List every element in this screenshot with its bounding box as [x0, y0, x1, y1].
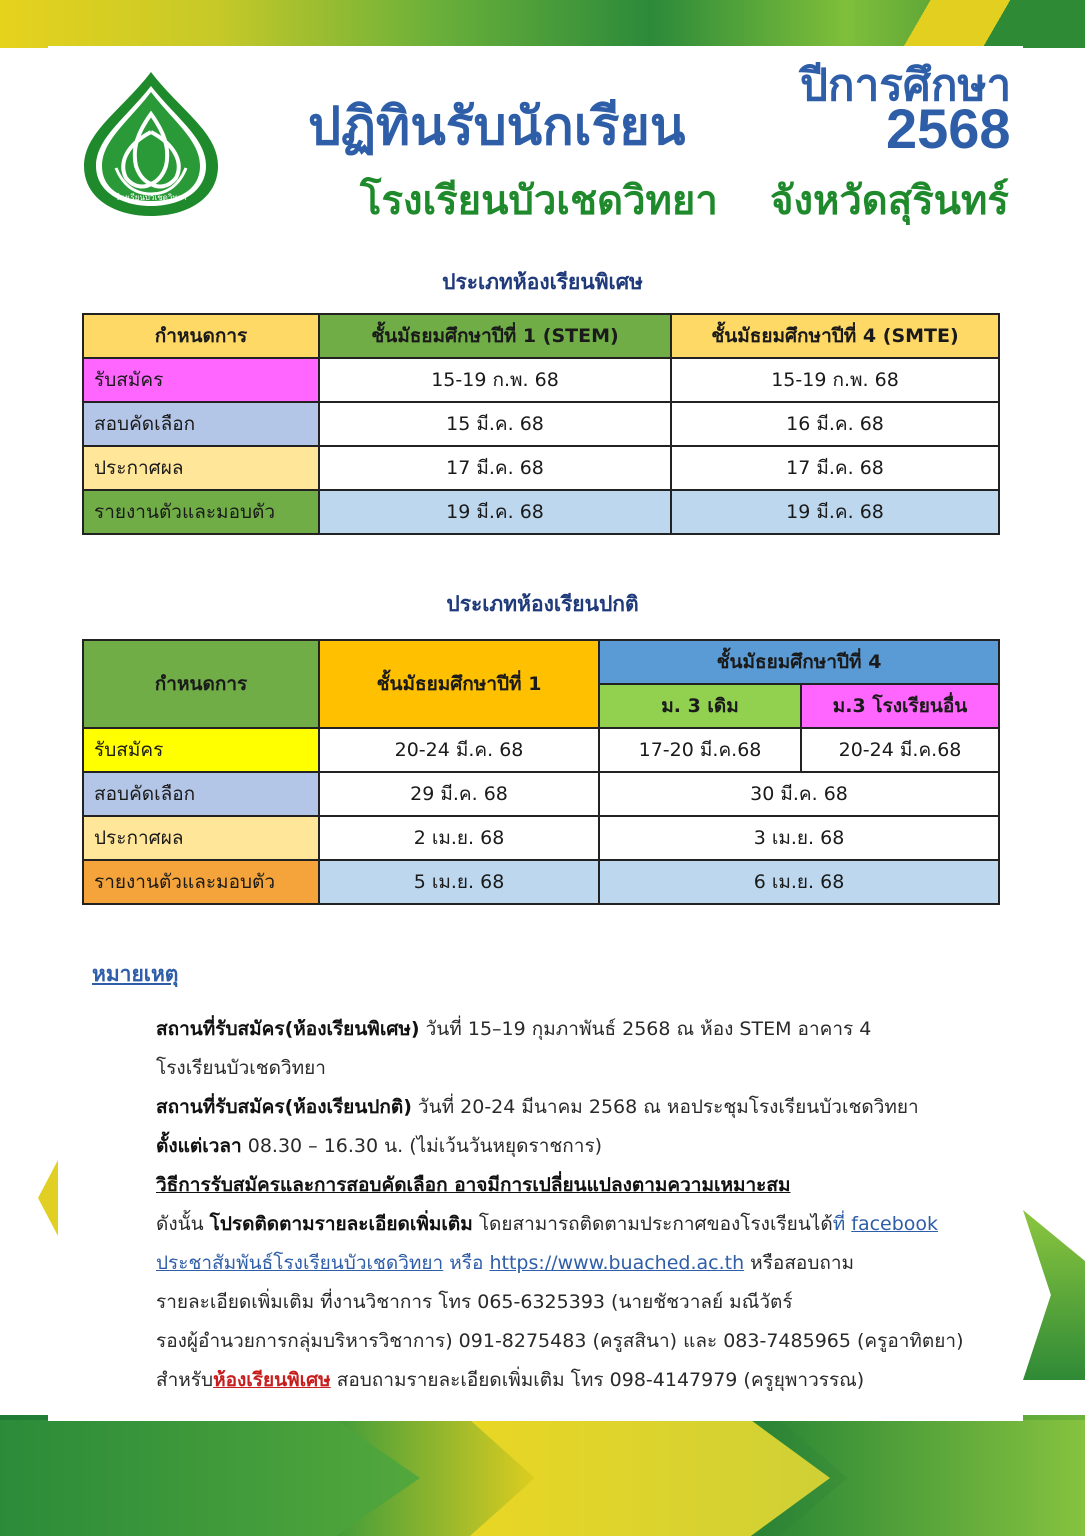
table-row	[83, 402, 999, 446]
header-schedule: กำหนดการ	[83, 314, 319, 358]
special-schedule-table	[82, 313, 1000, 535]
remarks-title: หมายเหตุ	[92, 962, 179, 986]
row-label: ประกาศผล	[83, 446, 319, 490]
note-regular-place-text: วันที่ 20-24 มีนาคม 2568 ณ หอประชุมโรงเรียนบัวเชดวิทยา	[411, 1096, 919, 1118]
regular-section-heading: ประเภทห้องเรียนปกติ	[446, 592, 639, 616]
note-contact3-text: สอบถามรายละเอียดเพิ่มเติม โทร 098-4147979 (ครูยุพาวรรณ)	[330, 1369, 865, 1391]
note-or-text: หรือ	[443, 1252, 490, 1274]
table-row	[83, 816, 999, 860]
row-label: รับสมัคร	[83, 728, 319, 772]
note-method	[156, 1166, 1006, 1205]
note-special-place-text: วันที่ 15–19 กุมภาพันธ์ 2568 ณ ห้อง STEM อาคาร 4	[419, 1018, 872, 1040]
cell-m1: 20-24 มี.ค. 68	[319, 728, 599, 772]
row-label: ประกาศผล	[83, 816, 319, 860]
note-regular-place	[156, 1088, 1006, 1127]
page-title: ปฏิทินรับนักเรียน	[308, 98, 686, 156]
header-m3-old: ม. 3 เดิม	[599, 684, 801, 728]
note-special-place	[156, 1010, 1006, 1049]
regular-schedule-table	[82, 639, 1000, 905]
row-label: สอบคัดเลือก	[83, 402, 319, 446]
header-m3-other-school: ม.3 โรงเรียนอื่น	[801, 684, 999, 728]
table-row	[83, 860, 999, 904]
cell-m4: 30 มี.ค. 68	[599, 772, 999, 816]
special-section-heading: ประเภทห้องเรียนพิเศษ	[442, 270, 643, 294]
cell-m4: 19 มี.ค. 68	[671, 490, 999, 534]
row-label: สอบคัดเลือก	[83, 772, 319, 816]
note-follow-thi: ที่	[832, 1213, 852, 1235]
header-m1-stem: ชั้นมัธยมศึกษาปีที่ 1 (STEM)	[319, 314, 671, 358]
cell-m1: 15-19 ก.พ. 68	[319, 358, 671, 402]
cell-m4: 17 มี.ค. 68	[671, 446, 999, 490]
table-row	[83, 728, 999, 772]
cell-m4: 3 เม.ย. 68	[599, 816, 999, 860]
note-contact1: รายละเอียดเพิ่มเติม ที่งานวิชาการ โทร 065-6325393 (นายชัชวาลย์ มณีวัตร์	[156, 1291, 793, 1313]
cell-m1: 15 มี.ค. 68	[319, 402, 671, 446]
cell-m4: 6 เม.ย. 68	[599, 860, 999, 904]
table-header-row	[83, 640, 999, 684]
cell-m1: 2 เม.ย. 68	[319, 816, 599, 860]
table-row	[83, 490, 999, 534]
cell-m1: 19 มี.ค. 68	[319, 490, 671, 534]
note-follow-bold: โปรดติดตามรายละเอียดเพิ่มเติม	[209, 1213, 473, 1235]
note-time-label: ตั้งแต่เวลา	[156, 1135, 242, 1157]
cell-m4-other: 20-24 มี.ค.68	[801, 728, 999, 772]
row-label: รายงานตัวและมอบตัว	[83, 860, 319, 904]
logo-text: โรงเรียนบัวเชดวิทยา	[115, 193, 187, 202]
note-follow-prefix: ดังนั้น	[156, 1213, 210, 1235]
header-schedule: กำหนดการ	[83, 640, 319, 728]
note-contact3-prefix: สำหรับ	[156, 1369, 214, 1391]
cell-m1: 29 มี.ค. 68	[319, 772, 599, 816]
table-row	[83, 446, 999, 490]
row-label: รับสมัคร	[83, 358, 319, 402]
cell-m1: 17 มี.ค. 68	[319, 446, 671, 490]
note-time-text: 08.30 – 16.30 น. (ไม่เว้นวันหยุดราชการ)	[241, 1135, 603, 1157]
academic-year-label: ปีการศึกษา	[800, 61, 1012, 110]
school-name: โรงเรียนบัวเชดวิทยา	[360, 179, 718, 223]
note-special-place-label: สถานที่รับสมัคร(ห้องเรียนพิเศษ)	[156, 1018, 420, 1040]
remarks-body	[156, 1010, 1006, 1400]
right-arrow-decoration	[1023, 1210, 1085, 1380]
row-label: รายงานตัวและมอบตัว	[83, 490, 319, 534]
table-row	[83, 772, 999, 816]
academic-year-value: 2568	[886, 97, 1011, 160]
note-follow	[156, 1205, 1006, 1244]
cell-m4: 15-19 ก.พ. 68	[671, 358, 999, 402]
cell-m4: 16 มี.ค. 68	[671, 402, 999, 446]
left-arrow-decoration	[38, 1160, 58, 1236]
table-row	[83, 358, 999, 402]
note-time	[156, 1127, 1006, 1166]
top-decorative-band	[0, 0, 1085, 48]
cell-m1: 5 เม.ย. 68	[319, 860, 599, 904]
pr-page-link[interactable]: ประชาสัมพันธ์โรงเรียนบัวเชดวิทยา	[156, 1252, 444, 1274]
facebook-link[interactable]: facebook	[851, 1213, 939, 1235]
note-method-text: วิธีการรับสมัครและการสอบคัดเลือก อาจมีการเปลี่ยนแปลงตามความเหมาะสม	[156, 1174, 791, 1196]
province-name: จังหวัดสุรินทร์	[770, 179, 1009, 223]
header-m4-smte: ชั้นมัธยมศึกษาปีที่ 4 (SMTE)	[671, 314, 999, 358]
bottom-chevron-green	[0, 1420, 420, 1536]
website-link[interactable]: https://www.buached.ac.th	[489, 1252, 745, 1274]
header-m1: ชั้นมัธยมศึกษาปีที่ 1	[319, 640, 599, 728]
note-contact2: รองผู้อำนวยการกลุ่มบริหารวิชาการ) 091-8275483 (ครูสสินา) และ 083-7485965 (ครูอาทิตยา)	[156, 1330, 964, 1352]
cell-m4-old: 17-20 มี.ค.68	[599, 728, 801, 772]
note-contact3	[156, 1361, 1006, 1400]
note-special-place-cont: โรงเรียนบัวเชดวิทยา	[156, 1057, 326, 1079]
note-regular-place-label: สถานที่รับสมัคร(ห้องเรียนปกติ)	[156, 1096, 412, 1118]
header-m4: ชั้นมัธยมศึกษาปีที่ 4	[599, 640, 999, 684]
note-contact3-special: ห้องเรียนพิเศษ	[213, 1369, 331, 1391]
table-header-row	[83, 314, 999, 358]
note-links	[156, 1244, 1006, 1283]
note-follow-text: โดยสามารถติดตามประกาศของโรงเรียนได้	[472, 1213, 833, 1235]
school-logo	[80, 70, 222, 218]
note-ask-text: หรือสอบถาม	[744, 1252, 855, 1274]
